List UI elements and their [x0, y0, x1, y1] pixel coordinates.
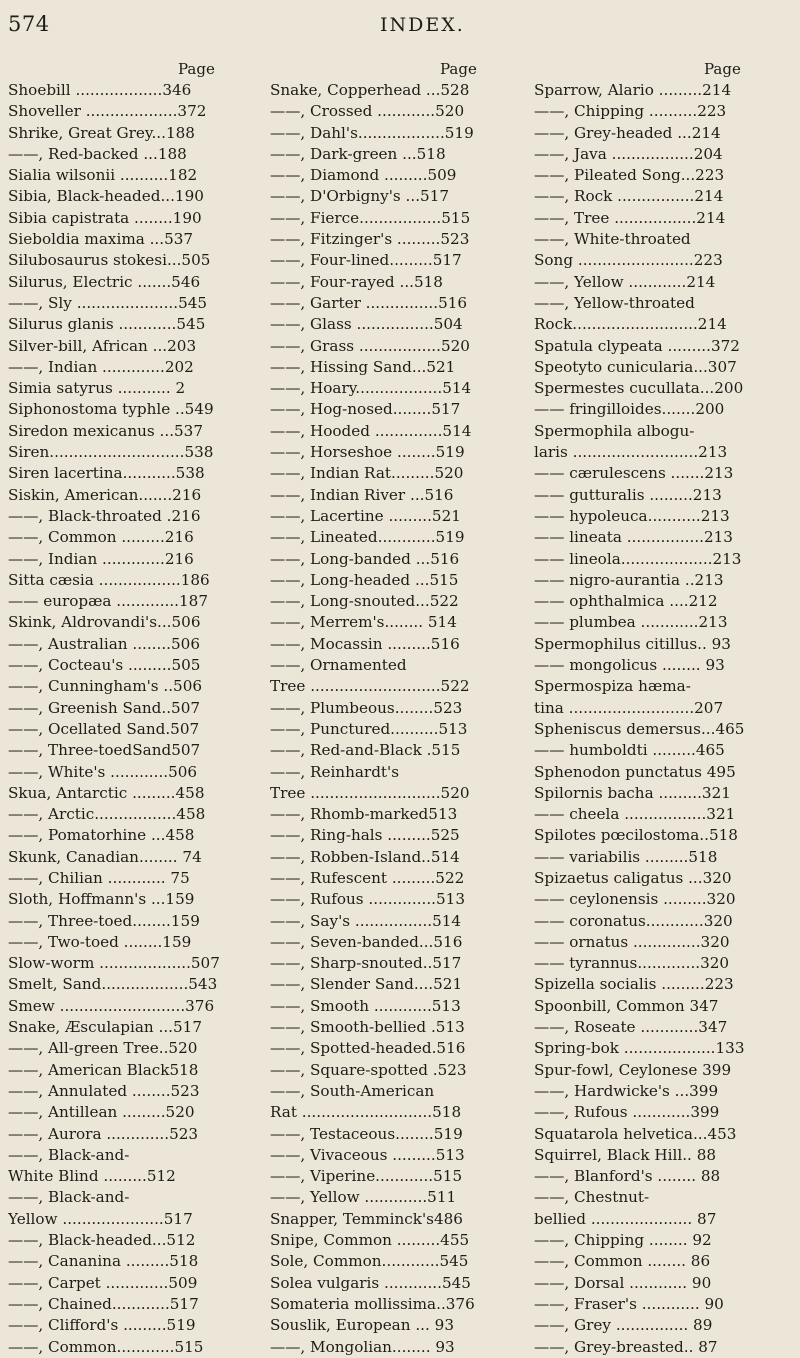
index-entry: Spoonbill, Common 347 [534, 996, 719, 1015]
index-entry: ——, Spotted-headed.516 [270, 1039, 466, 1058]
index-entry: ——, Rhomb-marked513 [270, 805, 458, 824]
index-entry: ——, Grey-headed ...214 [534, 123, 721, 142]
index-entry: ——, Fierce.................515 [270, 208, 471, 227]
index-entry: ——, Plumbeous........523 [270, 698, 463, 717]
index-entry: Slow-worm ...................507 [8, 954, 220, 973]
index-entry: —— lineola...................213 [534, 549, 742, 568]
index-entry: —— europæa .............187 [8, 592, 209, 611]
index-entry: ——, Horseshoe ........519 [270, 443, 465, 462]
index-entry: ——, Say's ................514 [270, 911, 462, 930]
index-entry: ——, Indian River ...516 [270, 485, 454, 504]
index-entry: ——, Roseate ............347 [534, 1018, 728, 1037]
index-entry: ——, Smooth ............513 [270, 996, 461, 1015]
index-entry: Spermestes cucullata...200 [534, 379, 744, 398]
index-entry: ——, Ring-hals .........525 [270, 826, 460, 845]
index-entry: ——, Long-banded ...516 [270, 549, 460, 568]
index-entry: Spilornis bacha .........321 [534, 783, 731, 802]
index-entry: Yellow .....................517 [8, 1209, 193, 1228]
index-entry: ——, Common............515 [8, 1337, 204, 1356]
index-entry: ——, White's ............506 [8, 762, 198, 781]
index-entry: ——, Tree .................214 [534, 208, 726, 227]
index-entry: bellied ..................... 87 [534, 1209, 717, 1228]
index-entry: Squatarola helvetica...453 [534, 1124, 737, 1143]
index-entry: ——, Two-toed ........159 [8, 932, 192, 951]
index-entry: ——, Common ........ 86 [534, 1252, 711, 1271]
index-entry: ——, Cocteau's .........505 [8, 656, 201, 675]
index-entry: —— nigro-aurantia ..213 [534, 570, 724, 589]
index-entry: ——, Pileated Song...223 [534, 166, 725, 185]
index-entry: ——, Reinhardt's [270, 762, 399, 781]
index-entry: —— tyrannus.............320 [534, 954, 730, 973]
index-column-3 [534, 59, 791, 1358]
index-entry: Spermophilus citillus.. 93 [534, 634, 731, 653]
index-entry: ——, American Black518 [8, 1060, 199, 1079]
column-heading: Page [178, 60, 215, 78]
index-entry: ——, Dark-green ...518 [270, 144, 446, 163]
index-entry: ——, Lacertine .........521 [270, 506, 461, 525]
index-entry: Song ........................223 [534, 251, 723, 270]
index-entry: Siskin, American.......216 [8, 485, 202, 504]
index-entry: ——, Smooth-bellied .513 [270, 1018, 465, 1037]
index-entry: Silurus glanis ............545 [8, 315, 206, 334]
index-entry: ——, Red-and-Black .515 [270, 741, 461, 760]
index-entry: ——, Merrem's........ 514 [270, 613, 457, 632]
index-entry: ——, All-green Tree..520 [8, 1039, 198, 1058]
index-entry: Shrike, Great Grey...188 [8, 123, 195, 142]
index-entry: —— gutturalis .........213 [534, 485, 722, 504]
index-entry: Silurus, Electric .......546 [8, 272, 201, 291]
index-entry: ——, Fitzinger's .........523 [270, 230, 470, 249]
index-entry: ——, Yellow ............214 [534, 272, 716, 291]
entry-list [8, 80, 265, 1358]
index-entry: Sole, Common............545 [270, 1252, 469, 1271]
index-entry: ——, Slender Sand....521 [270, 975, 463, 994]
index-entry: ——, Rock ................214 [534, 187, 724, 206]
index-entry: ——, Dahl's..................519 [270, 123, 474, 142]
index-entry: ——, Indian .............202 [8, 357, 194, 376]
index-entry: —— ophthalmica ....212 [534, 592, 718, 611]
index-entry: ——, Common .........216 [8, 528, 194, 547]
index-entry: Silver-bill, African ...203 [8, 336, 197, 355]
index-entry: Sibia capistrata ........190 [8, 208, 202, 227]
index-entry: ——, South-American [270, 1081, 435, 1100]
index-entry: ——, Annulated ........523 [8, 1081, 200, 1100]
index-entry: ——, Rufescent .........522 [270, 868, 465, 887]
index-entry: Sparrow, Alario .........214 [534, 81, 732, 99]
index-entry: Snapper, Temminck's486 [270, 1209, 463, 1228]
index-entry: ——, Viperine............515 [270, 1167, 463, 1186]
index-entry: ——, Long-snouted...522 [270, 592, 459, 611]
index-entry: ——, Black-throated .216 [8, 506, 201, 525]
index-entry: ——, Rufous ..............513 [270, 890, 465, 909]
index-entry: ——, Red-backed ...188 [8, 144, 187, 163]
index-entry: ——, Clifford's .........519 [8, 1316, 196, 1335]
page-number: 574 [8, 12, 50, 36]
index-entry: ——, Black-and- [8, 1188, 130, 1207]
index-entry: Sibia, Black-headed...190 [8, 187, 204, 206]
index-entry: Rat ...........................518 [270, 1103, 462, 1122]
index-entry: —— mongolicus ........ 93 [534, 656, 725, 675]
index-entry: Squirrel, Black Hill.. 88 [534, 1145, 717, 1164]
index-entry: —— lineata ................213 [534, 528, 733, 547]
index-entry: ——, Yellow-throated [534, 293, 695, 312]
index-entry: Siren............................538 [8, 443, 214, 462]
index-entry: ——, Cunningham's ..506 [8, 677, 203, 696]
index-entry: ——, Three-toedSand507 [8, 741, 201, 760]
index-entry: ——, Grass .................520 [270, 336, 470, 355]
index-entry: ——, Fraser's ............ 90 [534, 1294, 724, 1313]
index-entry: Skunk, Canadian........ 74 [8, 847, 202, 866]
index-entry: ——, Grey ............... 89 [534, 1316, 713, 1335]
column-heading: Page [704, 60, 741, 78]
index-entry: ——, Glass ................504 [270, 315, 463, 334]
index-entry: ——, Punctured..........513 [270, 719, 468, 738]
index-entry: ——, Chipping ........ 92 [534, 1231, 712, 1250]
index-entry: Skua, Antarctic .........458 [8, 783, 205, 802]
index-entry: Spizella socialis .........223 [534, 975, 734, 994]
index-entry: —— ceylonensis .........320 [534, 890, 736, 909]
index-entry: ——, Hoary..................514 [270, 379, 472, 398]
index-entry: ——, Four-lined.........517 [270, 251, 462, 270]
index-entry: Snake, Æsculapian ...517 [8, 1018, 202, 1037]
index-entry: ——, Pomatorhine ...458 [8, 826, 195, 845]
index-entry: ——, Hog-nosed........517 [270, 400, 461, 419]
index-entry: Spermospiza hæma- [534, 677, 691, 696]
index-entry: Snipe, Common .........455 [270, 1231, 470, 1250]
index-entry: Souslik, European ... 93 [270, 1316, 454, 1335]
index-entry: ——, Long-headed ...515 [270, 570, 459, 589]
index-entry: ——, Black-and- [8, 1145, 130, 1164]
index-entry: ——, Java .................204 [534, 144, 723, 163]
index-entry: Solea vulgaris ............545 [270, 1273, 471, 1292]
index-entry: —— plumbea ............213 [534, 613, 728, 632]
index-entry: ——, Ocellated Sand.507 [8, 719, 200, 738]
index-entry: Sialia wilsonii ..........182 [8, 166, 198, 185]
index-entry: ——, Hardwicke's ...399 [534, 1081, 719, 1100]
index-entry: ——, Grey-breasted.. 87 [534, 1337, 718, 1356]
index-entry: Skink, Aldrovandi's...506 [8, 613, 201, 632]
index-entry: ——, Chipping ..........223 [534, 102, 727, 121]
index-entry: ——, Four-rayed ...518 [270, 272, 443, 291]
index-entry: ——, Chained............517 [8, 1294, 199, 1313]
index-entry: ——, Robben-Island..514 [270, 847, 460, 866]
index-entry: ——, Indian Rat.........520 [270, 464, 464, 483]
index-entry: —— cheela .................321 [534, 805, 736, 824]
index-entry: tina ..........................207 [534, 698, 724, 717]
index-entry: ——, Arctic.................458 [8, 805, 206, 824]
index-entry: Shoveller ...................372 [8, 102, 207, 121]
index-entry: Spring-bok ...................133 [534, 1039, 745, 1058]
index-entry: ——, Carpet .............509 [8, 1273, 198, 1292]
index-entry: Spur-fowl, Ceylonese 399 [534, 1060, 732, 1079]
index-entry: ——, Square-spotted .523 [270, 1060, 467, 1079]
index-entry: ——, Testaceous........519 [270, 1124, 463, 1143]
index-entry: Sloth, Hoffmann's ...159 [8, 890, 195, 909]
index-entry: Somateria mollissima..376 [270, 1294, 475, 1313]
index-entry: Sieboldia maxima ...537 [8, 230, 194, 249]
index-entry: ——, Sharp-snouted..517 [270, 954, 462, 973]
index-entry: ——, Hooded ..............514 [270, 421, 472, 440]
index-entry: ——, Hissing Sand...521 [270, 357, 456, 376]
index-entry: ——, Indian .............216 [8, 549, 194, 568]
index-entry: Spilotes pœcilostoma..518 [534, 826, 738, 845]
index-entry: ——, Lineated............519 [270, 528, 465, 547]
index-entry: Tree ...........................520 [270, 783, 470, 802]
index-entry: Siredon mexicanus ...537 [8, 421, 204, 440]
index-entry: ——, D'Orbigny's ...517 [270, 187, 450, 206]
index-entry: ——, Yellow .............511 [270, 1188, 457, 1207]
index-entry: Sphenodon punctatus 495 [534, 762, 736, 781]
index-entry: Spheniscus demersus...465 [534, 719, 745, 738]
index-entry: —— humboldti .........465 [534, 741, 725, 760]
index-entry: Smew ..........................376 [8, 996, 215, 1015]
index-entry: ——, Dorsal ............ 90 [534, 1273, 712, 1292]
index-column-1 [8, 59, 265, 1358]
index-entry: Spermophila albogu- [534, 421, 695, 440]
index-entry: ——, Antillean .........520 [8, 1103, 195, 1122]
index-entry: laris ..........................213 [534, 443, 728, 462]
index-entry: ——, Cananina .........518 [8, 1252, 199, 1271]
index-entry: Smelt, Sand..................543 [8, 975, 218, 994]
index-entry: ——, Crossed ............520 [270, 102, 465, 121]
index-entry: Siphonostoma typhle ..549 [8, 400, 214, 419]
index-entry: —— variabilis .........518 [534, 847, 718, 866]
index-entry: ——, Sly .....................545 [8, 293, 208, 312]
index-entry: ——, Mongolian........ 93 [270, 1337, 455, 1356]
column-heading: Page [440, 60, 477, 78]
index-entry: ——, Diamond .........509 [270, 166, 457, 185]
index-entry: Spizaetus caligatus ...320 [534, 868, 732, 887]
page-title: INDEX. [380, 14, 465, 36]
index-entry: Speotyto cunicularia...307 [534, 357, 737, 376]
index-entry: Tree ...........................522 [270, 677, 470, 696]
index-entry: ——, Australian ........506 [8, 634, 200, 653]
index-entry: Shoebill ..................346 [8, 81, 192, 99]
index-entry: ——, Chestnut- [534, 1188, 650, 1207]
index-entry: Rock..........................214 [534, 315, 727, 334]
index-entry: Sitta cæsia .................186 [8, 570, 210, 589]
index-entry: —— ornatus ..............320 [534, 932, 730, 951]
index-entry: Silubosaurus stokesi...505 [8, 251, 211, 270]
index-column-2 [270, 59, 527, 1358]
index-entry: ——, Aurora .............523 [8, 1124, 199, 1143]
index-entry: ——, Ornamented [270, 656, 407, 675]
index-entry: Snake, Copperhead ...528 [270, 81, 470, 99]
entry-list [534, 80, 791, 1358]
index-entry: ——, Chilian ............ 75 [8, 868, 190, 887]
index-entry: Spatula clypeata .........372 [534, 336, 740, 355]
index-entry: —— hypoleuca...........213 [534, 506, 730, 525]
index-entry: Simia satyrus ........... 2 [8, 379, 186, 398]
index-entry: ——, Vivaceous .........513 [270, 1145, 465, 1164]
index-entry: ——, White-throated [534, 230, 691, 249]
index-entry: ——, Blanford's ........ 88 [534, 1167, 721, 1186]
index-entry: ——, Greenish Sand..507 [8, 698, 201, 717]
index-entry: ——, Mocassin .........516 [270, 634, 460, 653]
index-entry: —— cærulescens .......213 [534, 464, 734, 483]
index-entry: Siren lacertina...........538 [8, 464, 205, 483]
index-entry: —— coronatus............320 [534, 911, 733, 930]
index-entry: —— fringilloides.......200 [534, 400, 725, 419]
index-entry: ——, Black-headed...512 [8, 1231, 196, 1250]
index-entry: ——, Seven-banded...516 [270, 932, 463, 951]
index-entry: ——, Three-toed........159 [8, 911, 200, 930]
index-entry: ——, Garter ...............516 [270, 293, 468, 312]
entry-list [270, 80, 527, 1358]
index-entry: ——, Rufous ............399 [534, 1103, 720, 1122]
index-entry: White Blind .........512 [8, 1167, 176, 1186]
